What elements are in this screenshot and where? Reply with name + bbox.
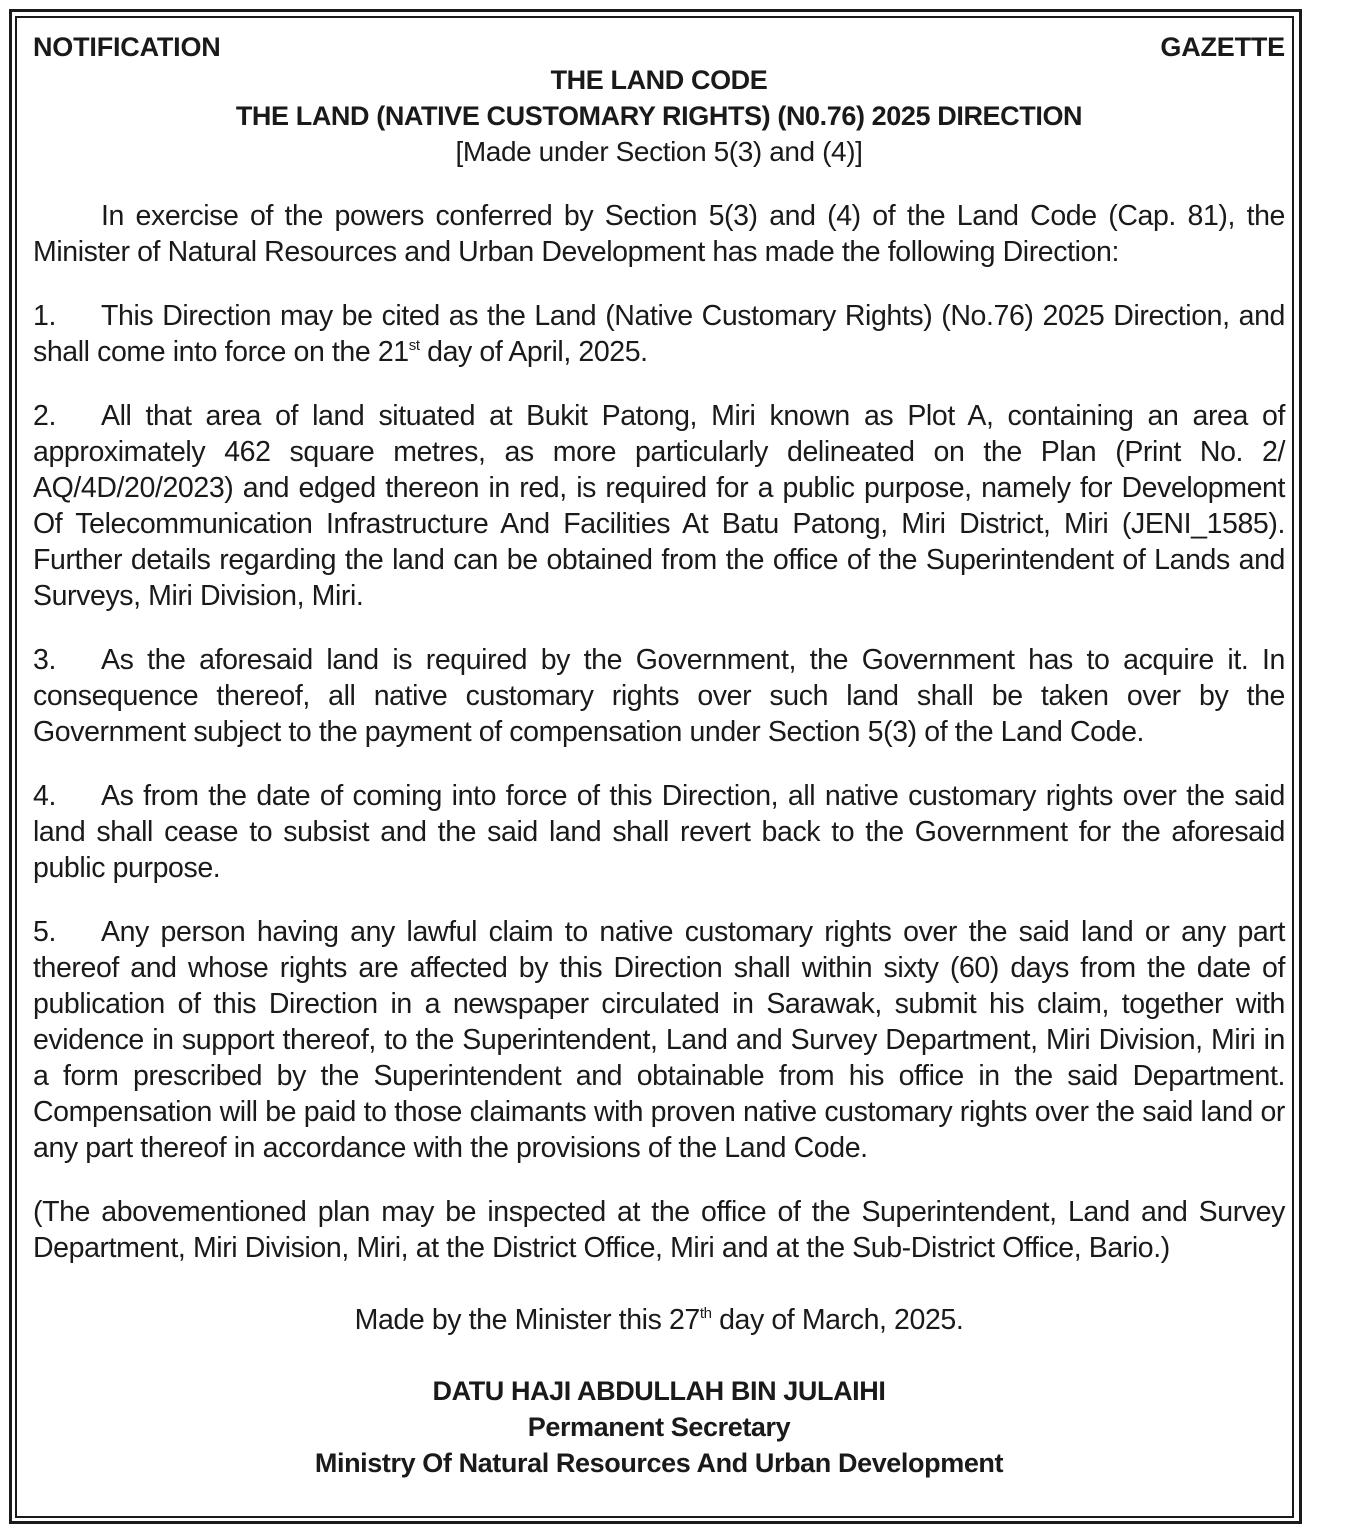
made-text: Made by the Minister this 27 <box>354 1304 700 1336</box>
paragraph-number: 2. <box>33 400 56 432</box>
paragraph-4 <box>33 778 1285 886</box>
paragraph-text: day of April, 2025. <box>419 336 648 368</box>
paragraph-2 <box>33 398 1285 614</box>
notice-content <box>33 28 1285 1481</box>
paragraph-number: 4. <box>33 780 56 812</box>
paragraph-5 <box>33 914 1285 1166</box>
paragraph-text: This Direction may be cited as the Land (Native Customary Rights) (No.76) 2025 Direction, and shall come into force on the 21 <box>33 300 1285 368</box>
paragraph-text: As from the date of coming into force of this Direction, all native customary rights over the said land shall cease to subsist and the said land shall revert back to the Government for the aforesaid public purpose. <box>33 780 1285 884</box>
made-text: day of March, 2025. <box>711 1304 964 1336</box>
ordinal-suffix: th <box>699 1305 712 1322</box>
header-row <box>33 28 1285 66</box>
title-direction: THE LAND (NATIVE CUSTOMARY RIGHTS) (N0.76) 2025 DIRECTION <box>235 101 1083 131</box>
inspection-note: (The abovementioned plan may be inspected at the office of the Superintendent, Land and Survey Department, Miri Division, Miri, at the District Office, Miri and at the Sub-District Office, Bario.) <box>33 1196 1285 1264</box>
intro-paragraph: In exercise of the powers conferred by Section 5(3) and (4) of the Land Code (Cap. 81), the Minister of Natural Resources and Urban Development has made the following Direction: <box>33 200 1285 268</box>
paragraph-3 <box>33 642 1285 750</box>
notification-label: NOTIFICATION <box>33 32 221 62</box>
paragraph-text: As the aforesaid land is required by the Government, the Government has to acquire it. In consequence thereof, all native customary rights over such land shall be taken over by the Government subject to the payment of compensation under Section 5(3) of the Land Code. <box>33 644 1285 748</box>
paragraph-number: 3. <box>33 644 56 676</box>
paragraph-text: Any person having any lawful claim to native customary rights over the said land or any part thereof and whose rights are affected by this Direction shall within sixty (60) days from the date of publication of this Direction in a newspaper circulated in Sarawak, submit his claim, together with evidence in support thereof, to the Superintendent, Land and Survey Department, Miri Division, Miri in a form prescribed by the Superintendent and obtainable from his office in the said Department. Compensation will be paid to those claimants with proven native customary rights over the said land or any part thereof in accordance with the provisions of the Land Code. <box>33 916 1285 1164</box>
title-subtitle: [Made under Section 5(3) and (4)] <box>455 136 863 167</box>
signatory-position: Permanent Secretary <box>527 1412 791 1442</box>
title-land-code: THE LAND CODE <box>550 65 768 95</box>
signatory-ministry: Ministry Of Natural Resources And Urban Development <box>314 1448 1004 1478</box>
gazette-label: GAZETTE <box>1160 32 1285 62</box>
paragraph-text: All that area of land situated at Bukit Patong, Miri known as Plot A, containing an area of approximately 462 square metres, as more particularly delineated on the Plan (Print No. 2/ AQ/4D/20/2023) and edged thereon in red, is required for a public purpose, namely for Development Of Telecommunication Infrastructure And Facilities At Batu Patong, Miri District, Miri (JENI_1585). Further details regarding the land can be obtained from the office of the Superintendent of Lands and Surveys, Miri Division, Miri. <box>33 400 1285 612</box>
made-by-line <box>33 1302 1285 1338</box>
paragraph-number: 1. <box>33 300 56 332</box>
paragraph-number: 5. <box>33 916 56 948</box>
ordinal-suffix: st <box>408 337 420 354</box>
signatory-name: DATU HAJI ABDULLAH BIN JULAIHI <box>432 1376 886 1406</box>
paragraph-1 <box>33 298 1285 370</box>
